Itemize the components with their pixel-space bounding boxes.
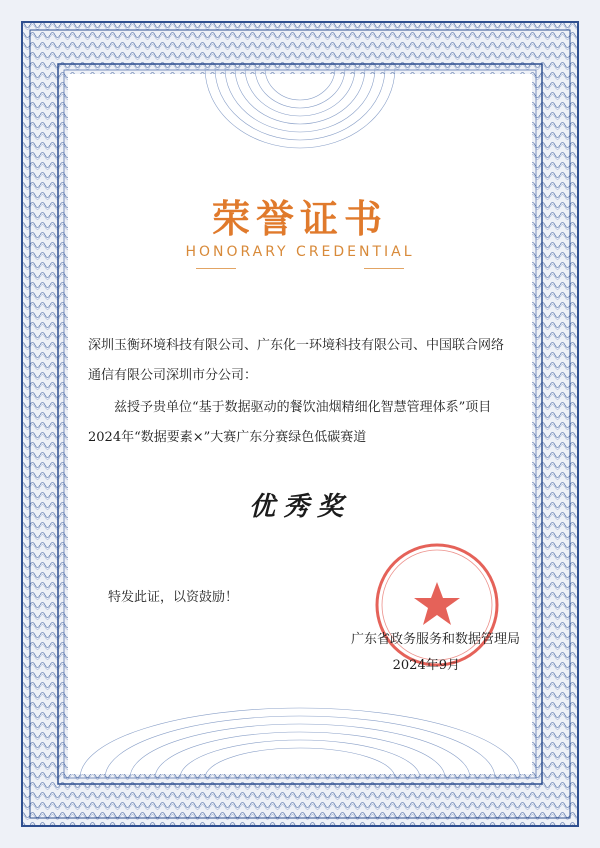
title-underline-left [196,268,236,269]
certificate-title: 荣誉证书 [211,196,388,241]
issue-date: 2024年9月 [392,658,460,673]
certificate-subtitle: HONORARY CREDENTIAL [185,244,415,260]
award-name: 优秀奖 [248,492,351,522]
closing-remark: 特发此证，以资鼓励！ [108,590,239,605]
issuer-name: 广东省政务服务和数据管理局 [350,632,520,647]
recipient-line-2: 通信有限公司深圳市分公司： [88,368,258,383]
title-underline-right [364,268,404,269]
body-line-1: 兹授予贵单位“基于数据驱动的餐饮油烟精细化智慧管理体系”项目 [114,400,492,415]
recipient-line-1: 深圳玉衡环境科技有限公司、广东化一环境科技有限公司、中国联合网络 [88,338,505,353]
body-line-2: 2024年“数据要素×”大赛广东分赛绿色低碳赛道 [88,430,367,445]
top-rosette-ornament [200,68,400,158]
bottom-rosette-ornament [70,700,530,778]
official-seal [372,540,502,670]
seal-star-icon [414,582,460,625]
